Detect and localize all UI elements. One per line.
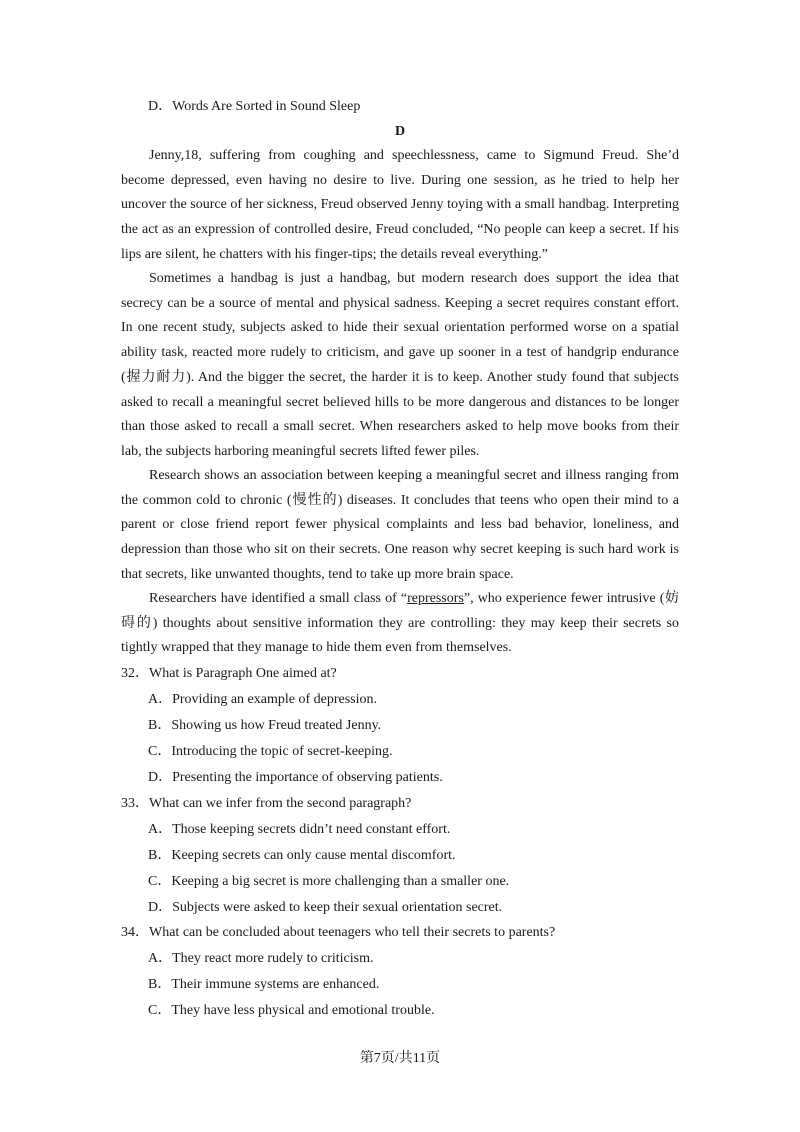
underlined-word-repressors: repressors — [407, 591, 464, 606]
question-32-option-a: A．Providing an example of depression. — [148, 692, 378, 707]
question-34-option-a: A．They react more rudely to criticism. — [148, 951, 374, 966]
passage-paragraph-4 — [121, 587, 679, 661]
question-32-option-b: B．Showing us how Freud treated Jenny. — [148, 718, 382, 733]
question-33-option-d: D．Subjects were asked to keep their sexual orientation secret. — [148, 900, 503, 915]
question-33-stem: 33．What can we infer from the second paragraph? — [121, 796, 412, 811]
paragraph-4-text-end: ”, who experience fewer intrusive (妨碍的) thoughts about sensitive information they are controlling: they may keep their secrets so tightly wrapped that they manage to hide them even from themselves. — [121, 591, 679, 656]
passage-paragraph-1: Jenny,18, suffering from coughing and speechlessness, came to Sigmund Freud. She’d become depressed, even having no desire to live. During one session, as he tried to help her uncover the source of her sickness, Freud observed Jenny toying with a small handbag. Interpreting the act as an expression of controlled desire, Freud concluded, “No people can keep a secret. If his lips are silent, he chatters with his finger-tips; the details reveal everything.” — [121, 148, 679, 262]
passage-paragraph-3: Research shows an association between keeping a meaningful secret and illness ranging from the common cold to chronic (慢性的) diseases. It concludes that teens who open their mind to a parent or close friend report fewer physical complaints and less bad behavior, loneliness, and depression than those who sit on their secrets. One reason why secret keeping is such hard work is that secrets, like unwanted thoughts, tend to take up more brain space. — [121, 468, 679, 582]
question-32-stem: 32．What is Paragraph One aimed at? — [121, 666, 337, 681]
section-heading: D — [394, 124, 406, 139]
question-34-option-b: B．Their immune systems are enhanced. — [148, 977, 380, 992]
previous-option-d: D．Words Are Sorted in Sound Sleep — [148, 99, 361, 114]
question-33-option-a: A．Those keeping secrets didn’t need constant effort. — [148, 822, 451, 837]
question-33-option-b: B．Keeping secrets can only cause mental discomfort. — [148, 848, 456, 863]
question-32-option-d: D．Presenting the importance of observing patients. — [148, 770, 443, 785]
page-footer: 第7页/共11页 — [359, 1051, 441, 1066]
question-34-option-c: C．They have less physical and emotional trouble. — [148, 1003, 435, 1018]
question-33-option-c: C．Keeping a big secret is more challenging than a smaller one. — [148, 874, 510, 889]
question-32-option-c: C．Introducing the topic of secret-keeping. — [148, 744, 393, 759]
paragraph-4-text-start: Researchers have identified a small class of “ — [149, 591, 408, 606]
passage-paragraph-2: Sometimes a handbag is just a handbag, but modern research does support the idea that secrecy can be a source of mental and physical sadness. Keeping a secret requires constant effort. In one recent study, subjects asked to hide their sexual orientation performed worse on a spatial ability task, reacted more rudely to criticism, and gave up sooner in a test of handgrip endurance (握力耐力). And the bigger the secret, the harder it is to keep. Another study found that subjects asked to recall a meaningful secret believed hills to be more dangerous and distances to be longer than those asked to recall a small secret. When researchers asked to help move books from their lab, the subjects harboring meaningful secrets lifted fewer piles. — [121, 271, 679, 459]
question-34-stem: 34．What can be concluded about teenagers who tell their secrets to parents? — [121, 925, 556, 940]
